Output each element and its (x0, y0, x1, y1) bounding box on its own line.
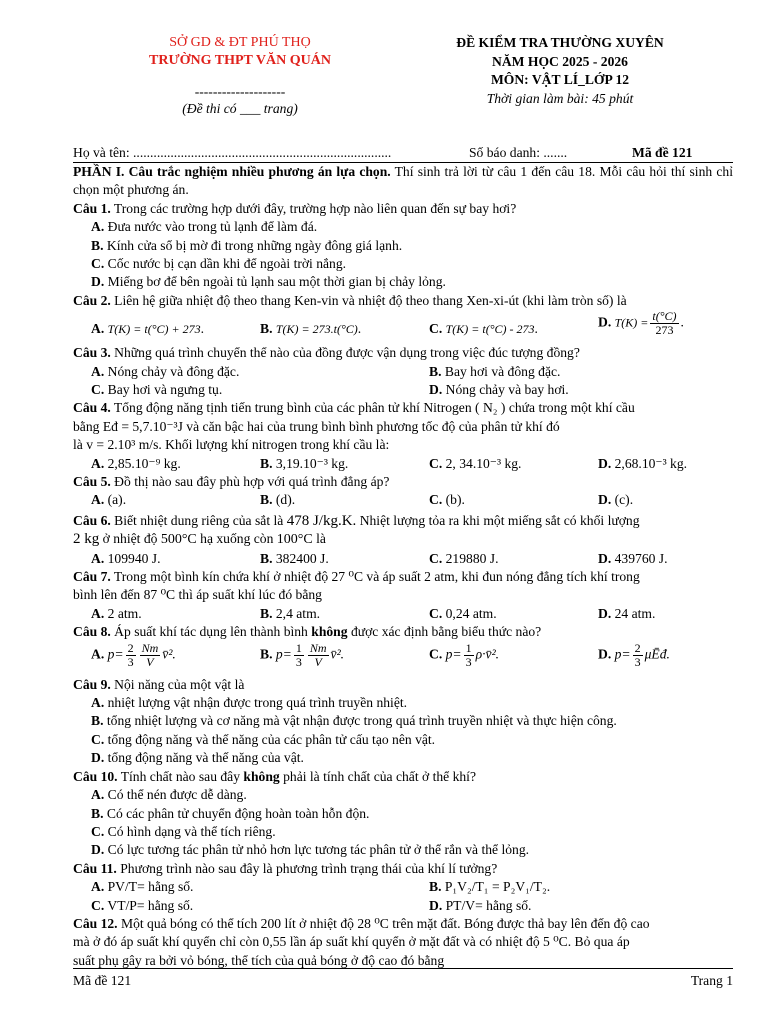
subject: MÔN: VẬT LÍ_LỚP 12 (490, 72, 630, 87)
q4-option-c[interactable]: C. 2, 34.10⁻³ kg. (429, 455, 522, 471)
q1-option-d[interactable]: D. Miếng bơ để bên ngoài tủ lạnh sau một thời gian bị chảy lỏng. (91, 274, 446, 290)
q4-options (73, 455, 733, 473)
q2-option-c[interactable]: C. T(K) = t(°C) - 273. (429, 321, 538, 337)
q5-option-a[interactable]: A. (a). (91, 492, 127, 508)
q5-options (73, 491, 733, 509)
q9-option-a[interactable]: A. nhiệt lượng vật nhận được trong quá trình truyền nhiệt. (91, 695, 408, 711)
question-4-line2: bằng Eđ = 5,7.10⁻³J và căn bậc hai của trung bình bình phương tốc độ của phân tử khí đó (73, 418, 560, 434)
question-4-line3: là v = 2.10³ m/s. Khối lượng khí nitrogen trong khí cầu là: (73, 437, 390, 453)
q7-option-b[interactable]: B. 2,4 atm. (260, 605, 321, 621)
question-12: Câu 12. Một quả bóng có thể tích 200 lít ở nhiệt độ 28 ⁰C trên mặt đất. Bóng được thả bay lên đến độ cao (73, 915, 650, 931)
question-4: Câu 4. Tổng động năng tịnh tiến trung bình của các phân tử khí Nitrogen ( N₂ ) chứa trong một khí cầu (73, 400, 635, 416)
question-7-line2: bình lên đến 87 ⁰C thì áp suất khí lúc đó bằng (73, 587, 322, 603)
footer-exam-code: Mã đề 121 (73, 973, 132, 988)
q11-option-b[interactable]: B. P₁V₂/T₁ = P₂V₁/T₂. (429, 879, 551, 895)
candidate-number-field[interactable]: Số báo danh: ....... (469, 145, 568, 160)
q10-option-a[interactable]: A. Có thể nén được dễ dàng. (91, 787, 247, 803)
q5-option-c[interactable]: C. (b). (429, 492, 465, 508)
exam-content (73, 163, 733, 970)
header-left (120, 34, 360, 118)
q8-option-c[interactable]: C. p= $\frac{1}{3}$ ρ·v̄². (429, 640, 500, 669)
page-footer (73, 972, 733, 992)
q4-option-d[interactable]: D. 2,68.10⁻³ kg. (598, 455, 688, 471)
q3-options-row1 (73, 363, 733, 381)
department-name: SỞ GD & ĐT PHÚ THỌ (169, 35, 311, 50)
q8-option-a[interactable]: A. p= $\frac{2}{3}$ $\frac{Nm}{V}$ v̄². (91, 640, 176, 669)
question-1: Câu 1. Trong các trường hợp dưới đây, trường hợp nào liên quan đến sự bay hơi? (73, 200, 517, 216)
q11-option-c[interactable]: C. VT/P= hằng số. (91, 897, 194, 913)
question-2: Câu 2. Liên hệ giữa nhiệt độ theo thang Ken-vin và nhiệt độ theo thang Xen-xi-út (khi làm tròn số) là (73, 292, 627, 308)
q8-option-d[interactable]: D. p= $\frac{2}{3}$ μĒđ. (598, 640, 670, 669)
q7-option-c[interactable]: C. 0,24 atm. (429, 605, 497, 621)
question-8: Câu 8. Áp suất khí tác dụng lên thành bình không được xác định bằng biểu thức nào? (73, 624, 542, 640)
question-7: Câu 7. Trong một bình kín chứa khí ở nhiệt độ 27 ⁰C và áp suất 2 atm, khi đun nóng đẳng tích khí trong (73, 569, 640, 585)
question-5: Câu 5. Đồ thị nào sau đây phù hợp với quá trình đẳng áp? (73, 474, 390, 490)
q6-option-a[interactable]: A. 109940 J. (91, 550, 161, 566)
student-name-field[interactable]: Họ và tên: ............................................................................ (73, 145, 392, 160)
q7-option-d[interactable]: D. 24 atm. (598, 605, 656, 621)
q7-options (73, 605, 733, 623)
q9-option-b[interactable]: B. tổng nhiệt lượng và cơ năng mà vật nhận được trong quá trình truyền nhiệt và thực hiện công. (91, 713, 617, 729)
q2-options (73, 310, 733, 344)
q3-options-row2 (73, 381, 733, 399)
q3-option-b[interactable]: B. Bay hơi và đông đặc. (429, 363, 561, 379)
q8-options (73, 642, 733, 676)
q4-option-a[interactable]: A. 2,85.10⁻⁹ kg. (91, 455, 181, 471)
q8-option-b[interactable]: B. p= $\frac{1}{3}$ $\frac{Nm}{V}$ v̄². (260, 640, 345, 669)
q3-option-d[interactable]: D. Nóng chảy và bay hơi. (429, 382, 569, 398)
question-6: Câu 6. Biết nhiệt dung riêng của sắt là 478 J/kg.K. Nhiệt lượng tỏa ra khi một miếng sắt có khối lượng (73, 512, 640, 529)
q1-option-b[interactable]: B. Kính cửa sổ bị mờ đi trong những ngày đông giá lạnh. (91, 237, 403, 253)
q6-option-b[interactable]: B. 382400 J. (260, 550, 329, 566)
header-divider: -------------------- (194, 84, 286, 99)
duration: Thời gian làm bài: 45 phút (486, 90, 634, 106)
q2-option-a[interactable]: A. T(K) = t(°C) + 273. (91, 321, 205, 337)
q10-option-c[interactable]: C. Có hình dạng và thể tích riêng. (91, 823, 276, 839)
footer-rule (73, 968, 733, 969)
q6-option-d[interactable]: D. 439760 J. (598, 550, 668, 566)
question-10: Câu 10. Tính chất nào sau đây không phải là tính chất của chất ở thể khí? (73, 768, 476, 784)
part1-heading: PHẦN I. Câu trắc nghiệm nhiều phương án lựa chọn. Thí sinh trả lời từ câu 1 đến câu 18. Mỗi câu hỏi thí sinh chỉ chọn một phương án. (73, 164, 733, 198)
page-count-note: (Đề thi có ___ trang) (182, 101, 298, 116)
exam-title: ĐỀ KIỂM TRA THƯỜNG XUYÊN (456, 35, 664, 50)
q11-options-row1 (73, 878, 733, 896)
q2-option-d[interactable]: D. T(K) = $\frac{t(^\circ C)}{273}$ . (598, 309, 684, 338)
q2-option-b[interactable]: B. T(K) = 273.t(°C). (260, 321, 362, 337)
q6-options (73, 550, 733, 568)
question-12-line3: suất phụ gây ra bởi vỏ bóng, thể tích của quả bóng ở độ cao đó bằng (73, 952, 445, 968)
q1-option-a[interactable]: A. Đưa nước vào trong tủ lạnh để làm đá. (91, 219, 318, 235)
page-number: Trang 1 (690, 973, 733, 988)
exam-code: Mã đề 121 (632, 145, 693, 160)
question-12-line2: mà ở đó áp suất khí quyển chỉ còn 0,55 lần áp suất khí quyển ở mặt đất và có nhiệt độ 5 ⁰C. Bỏ qua áp (73, 934, 630, 950)
q6-option-c[interactable]: C. 219880 J. (429, 550, 499, 566)
q3-option-c[interactable]: C. Bay hơi và ngưng tụ. (91, 382, 223, 398)
q11-option-a[interactable]: A. PV/T= hằng số. (91, 879, 194, 895)
school-year: NĂM HỌC 2025 - 2026 (492, 53, 628, 69)
q5-option-b[interactable]: B. (d). (260, 492, 296, 508)
q7-option-a[interactable]: A. 2 atm. (91, 605, 142, 621)
school-name: TRƯỜNG THPT VĂN QUÁN (149, 53, 331, 68)
q4-option-b[interactable]: B. 3,19.10⁻³ kg. (260, 455, 349, 471)
q10-option-d[interactable]: D. Có lực tương tác phân tử nhỏ hơn lực tương tác phân tử ở thể rắn và thể lỏng. (91, 842, 530, 858)
q9-option-c[interactable]: C. tổng động năng và thế năng của các phân tử cấu tạo nên vật. (91, 731, 436, 747)
q5-option-d[interactable]: D. (c). (598, 492, 634, 508)
q11-option-d[interactable]: D. PT/V= hằng số. (429, 897, 532, 913)
q10-option-b[interactable]: B. Có các phân tử chuyển động hoàn toàn hỗn độn. (91, 805, 370, 821)
q9-option-d[interactable]: D. tổng động năng và thế năng của vật. (91, 750, 304, 766)
q1-option-c[interactable]: C. Cốc nước bị cạn dần khi để ngoài trời nắng. (91, 256, 347, 272)
question-6-line2: 2 kg ở nhiệt độ 500°C hạ xuống còn 100°C là (73, 531, 326, 548)
q11-options-row2 (73, 897, 733, 915)
question-11: Câu 11. Phương trình nào sau đây là phương trình trạng thái của khí lí tưởng? (73, 860, 498, 876)
header-right (420, 34, 700, 108)
q3-option-a[interactable]: A. Nóng chảy và đông đặc. (91, 363, 240, 379)
question-9: Câu 9. Nội năng của một vật là (73, 676, 245, 692)
question-3: Câu 3. Những quá trình chuyển thể nào của đồng được vận dụng trong việc đúc tượng đồng? (73, 345, 580, 361)
